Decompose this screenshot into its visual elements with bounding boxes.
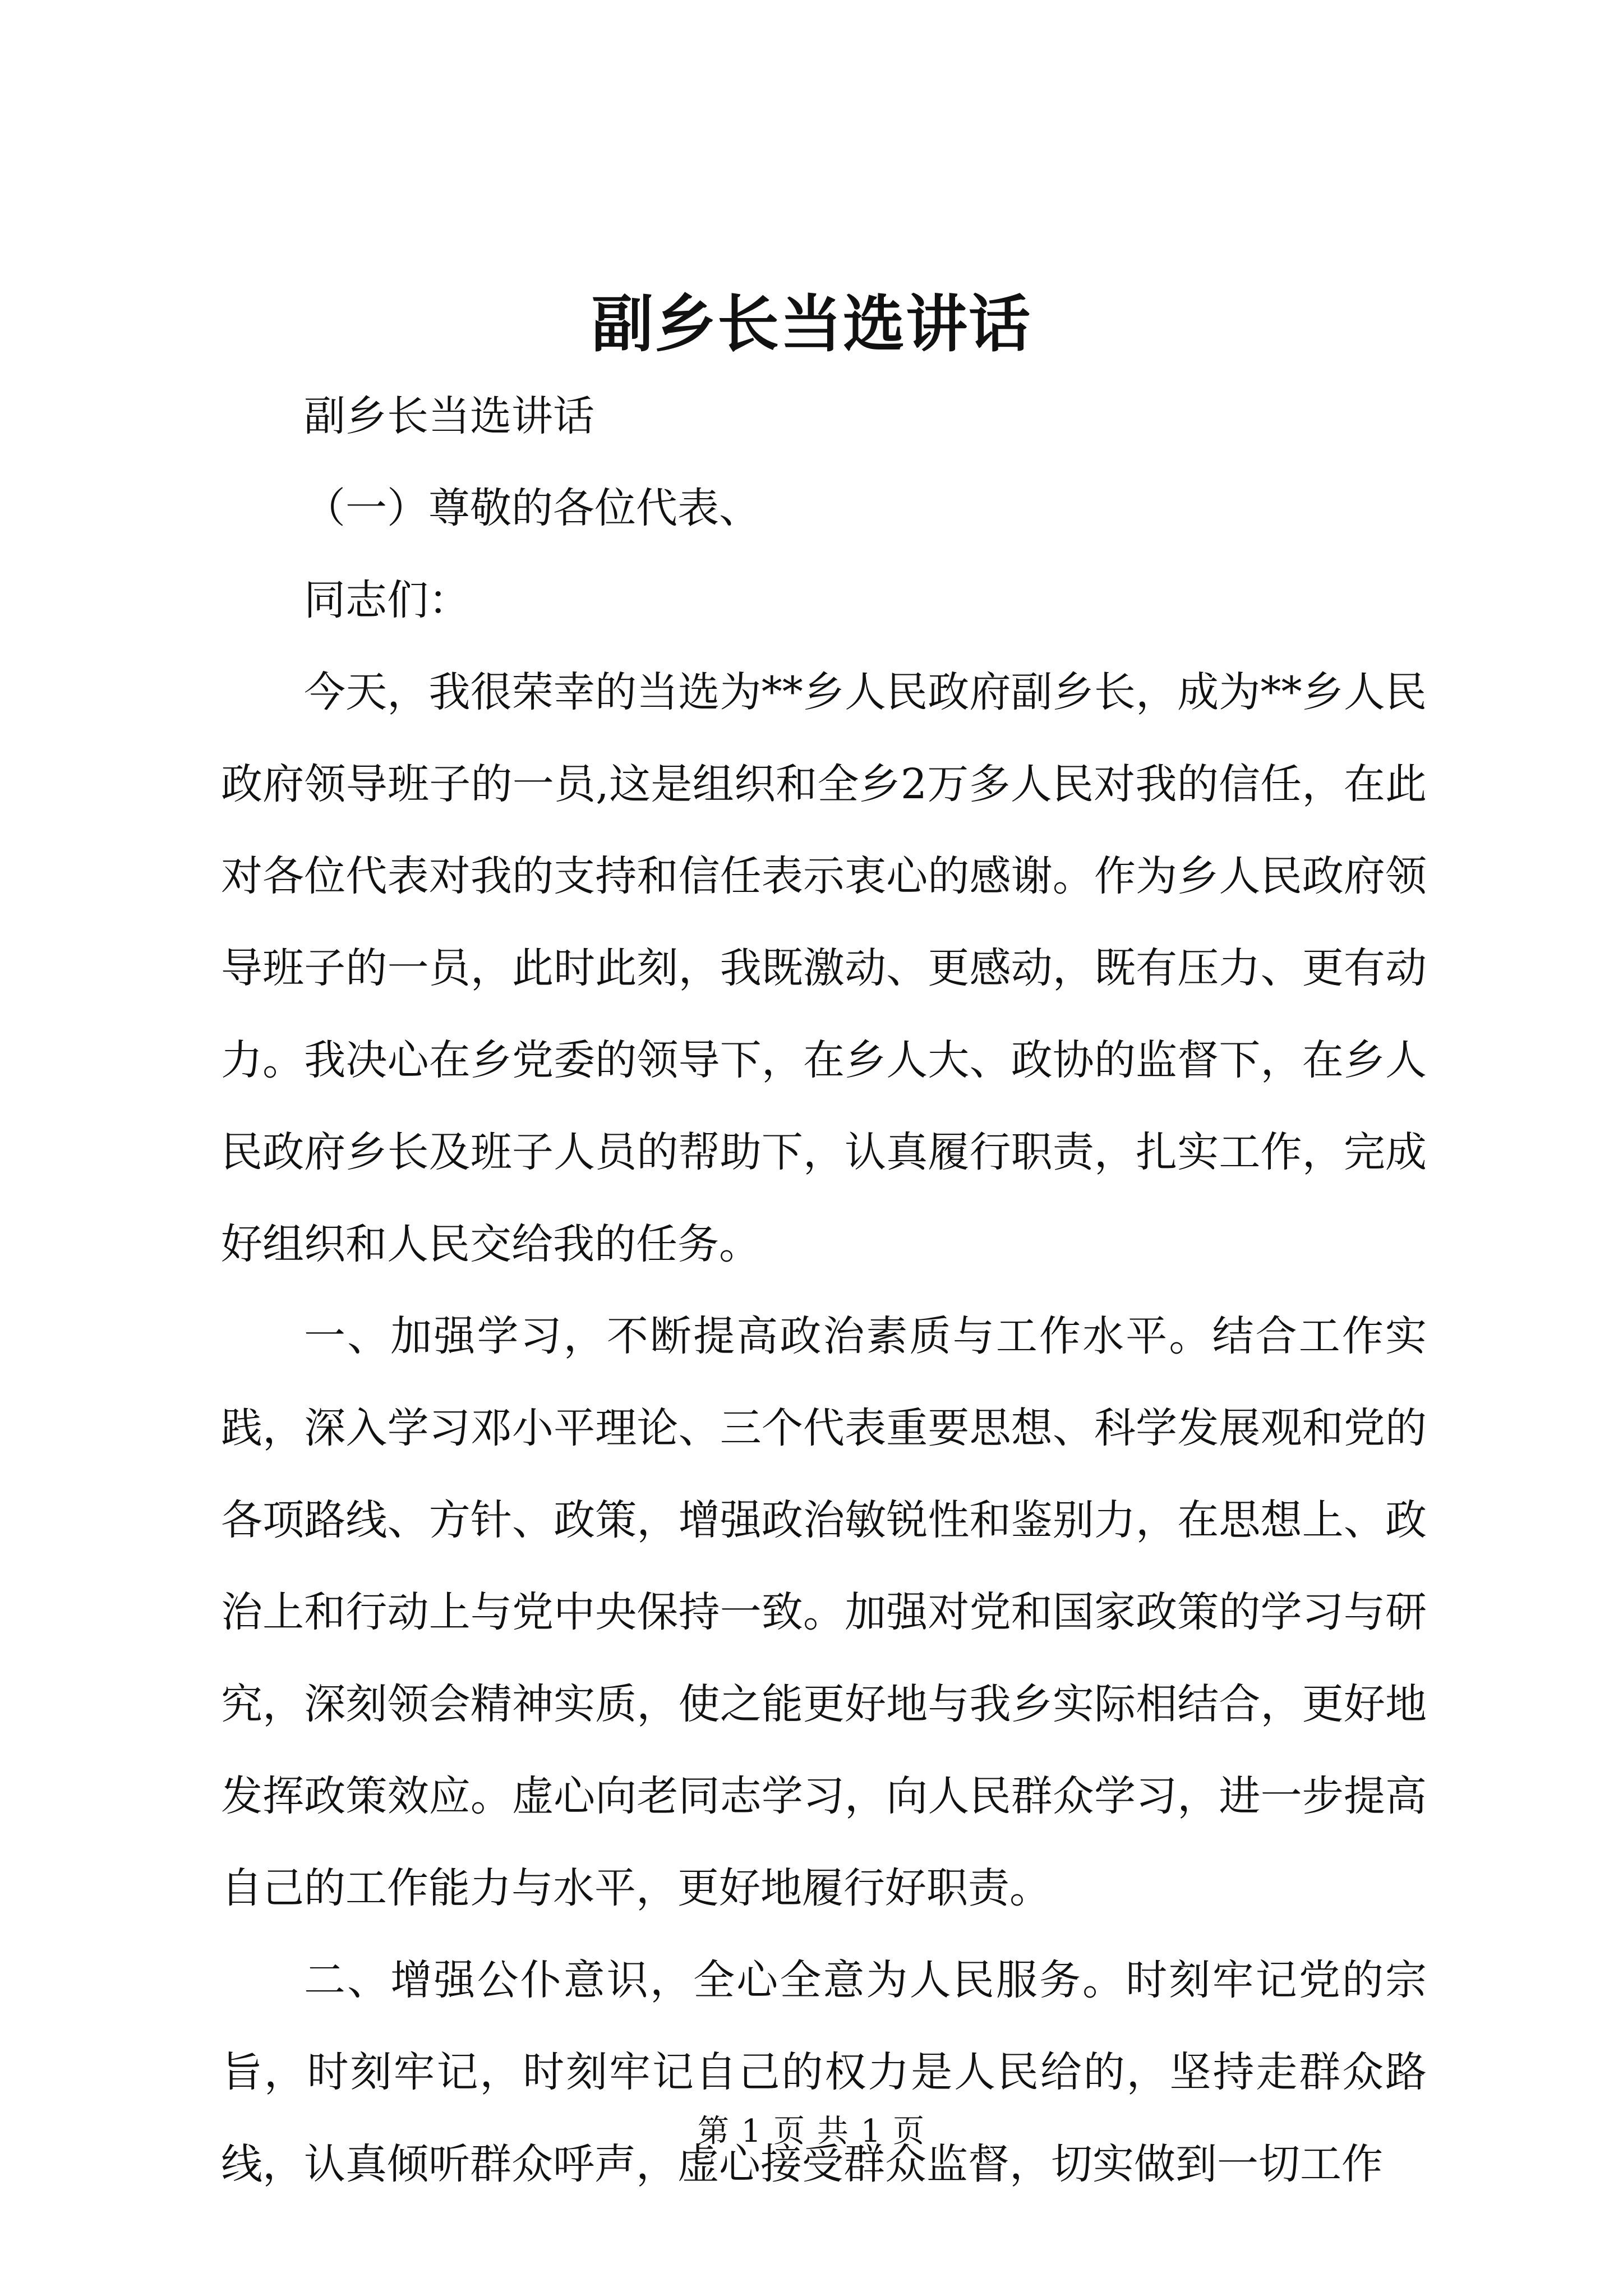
paragraph-intro: 今天，我很荣幸的当选为**乡人民政府副乡长，成为**乡人民政府领导班子的一员,这是组织和全乡2万多人民对我的信任，在此对各位代表对我的支持和信任表示衷心的感谢。作为乡人民政府领导班子的一员，此时此刻，我既激动、更感动，既有压力、更有动力。我决心在乡党委的领导下，在乡人大、政协的监督下，在乡人民政府乡长及班子人员的帮助下，认真履行职责，扎实工作，完成好组织和人民交给我的任务。	[221, 668, 1427, 1268]
paragraph-salutation-1: （一）尊敬的各位代表、	[304, 484, 760, 532]
page-footer: 第 1 页 共 1 页	[697, 2113, 926, 2150]
paragraph-point-2: 二、增强公仆意识，全心全意为人民服务。时刻牢记党的宗旨，时刻牢记，时刻牢记自己的权力是人民给的，坚持走群众路线，认真倾听群众呼声，虚心接受群众监督，切实做到一切工作	[221, 1956, 1427, 2188]
document-body	[221, 370, 1427, 2210]
paragraph-point-1: 一、加强学习，不断提高政治素质与工作水平。结合工作实践，深入学习邓小平理论、三个代表重要思想、科学发展观和党的各项路线、方针、政策，增强政治敏锐性和鉴别力，在思想上、政治上和行动上与党中央保持一致。加强对党和国家政策的学习与研究，深刻领会精神实质，使之能更好地与我乡实际相结合，更好地发挥政策效应。虚心向老同志学习，向人民群众学习，进一步提高自己的工作能力与水平，更好地履行好职责。	[221, 1312, 1427, 1912]
paragraph-salutation-2: 同志们：	[304, 576, 470, 624]
paragraph-heading-repeat: 副乡长当选讲话	[304, 392, 594, 440]
document-title: 副乡长当选讲话	[592, 288, 1031, 360]
